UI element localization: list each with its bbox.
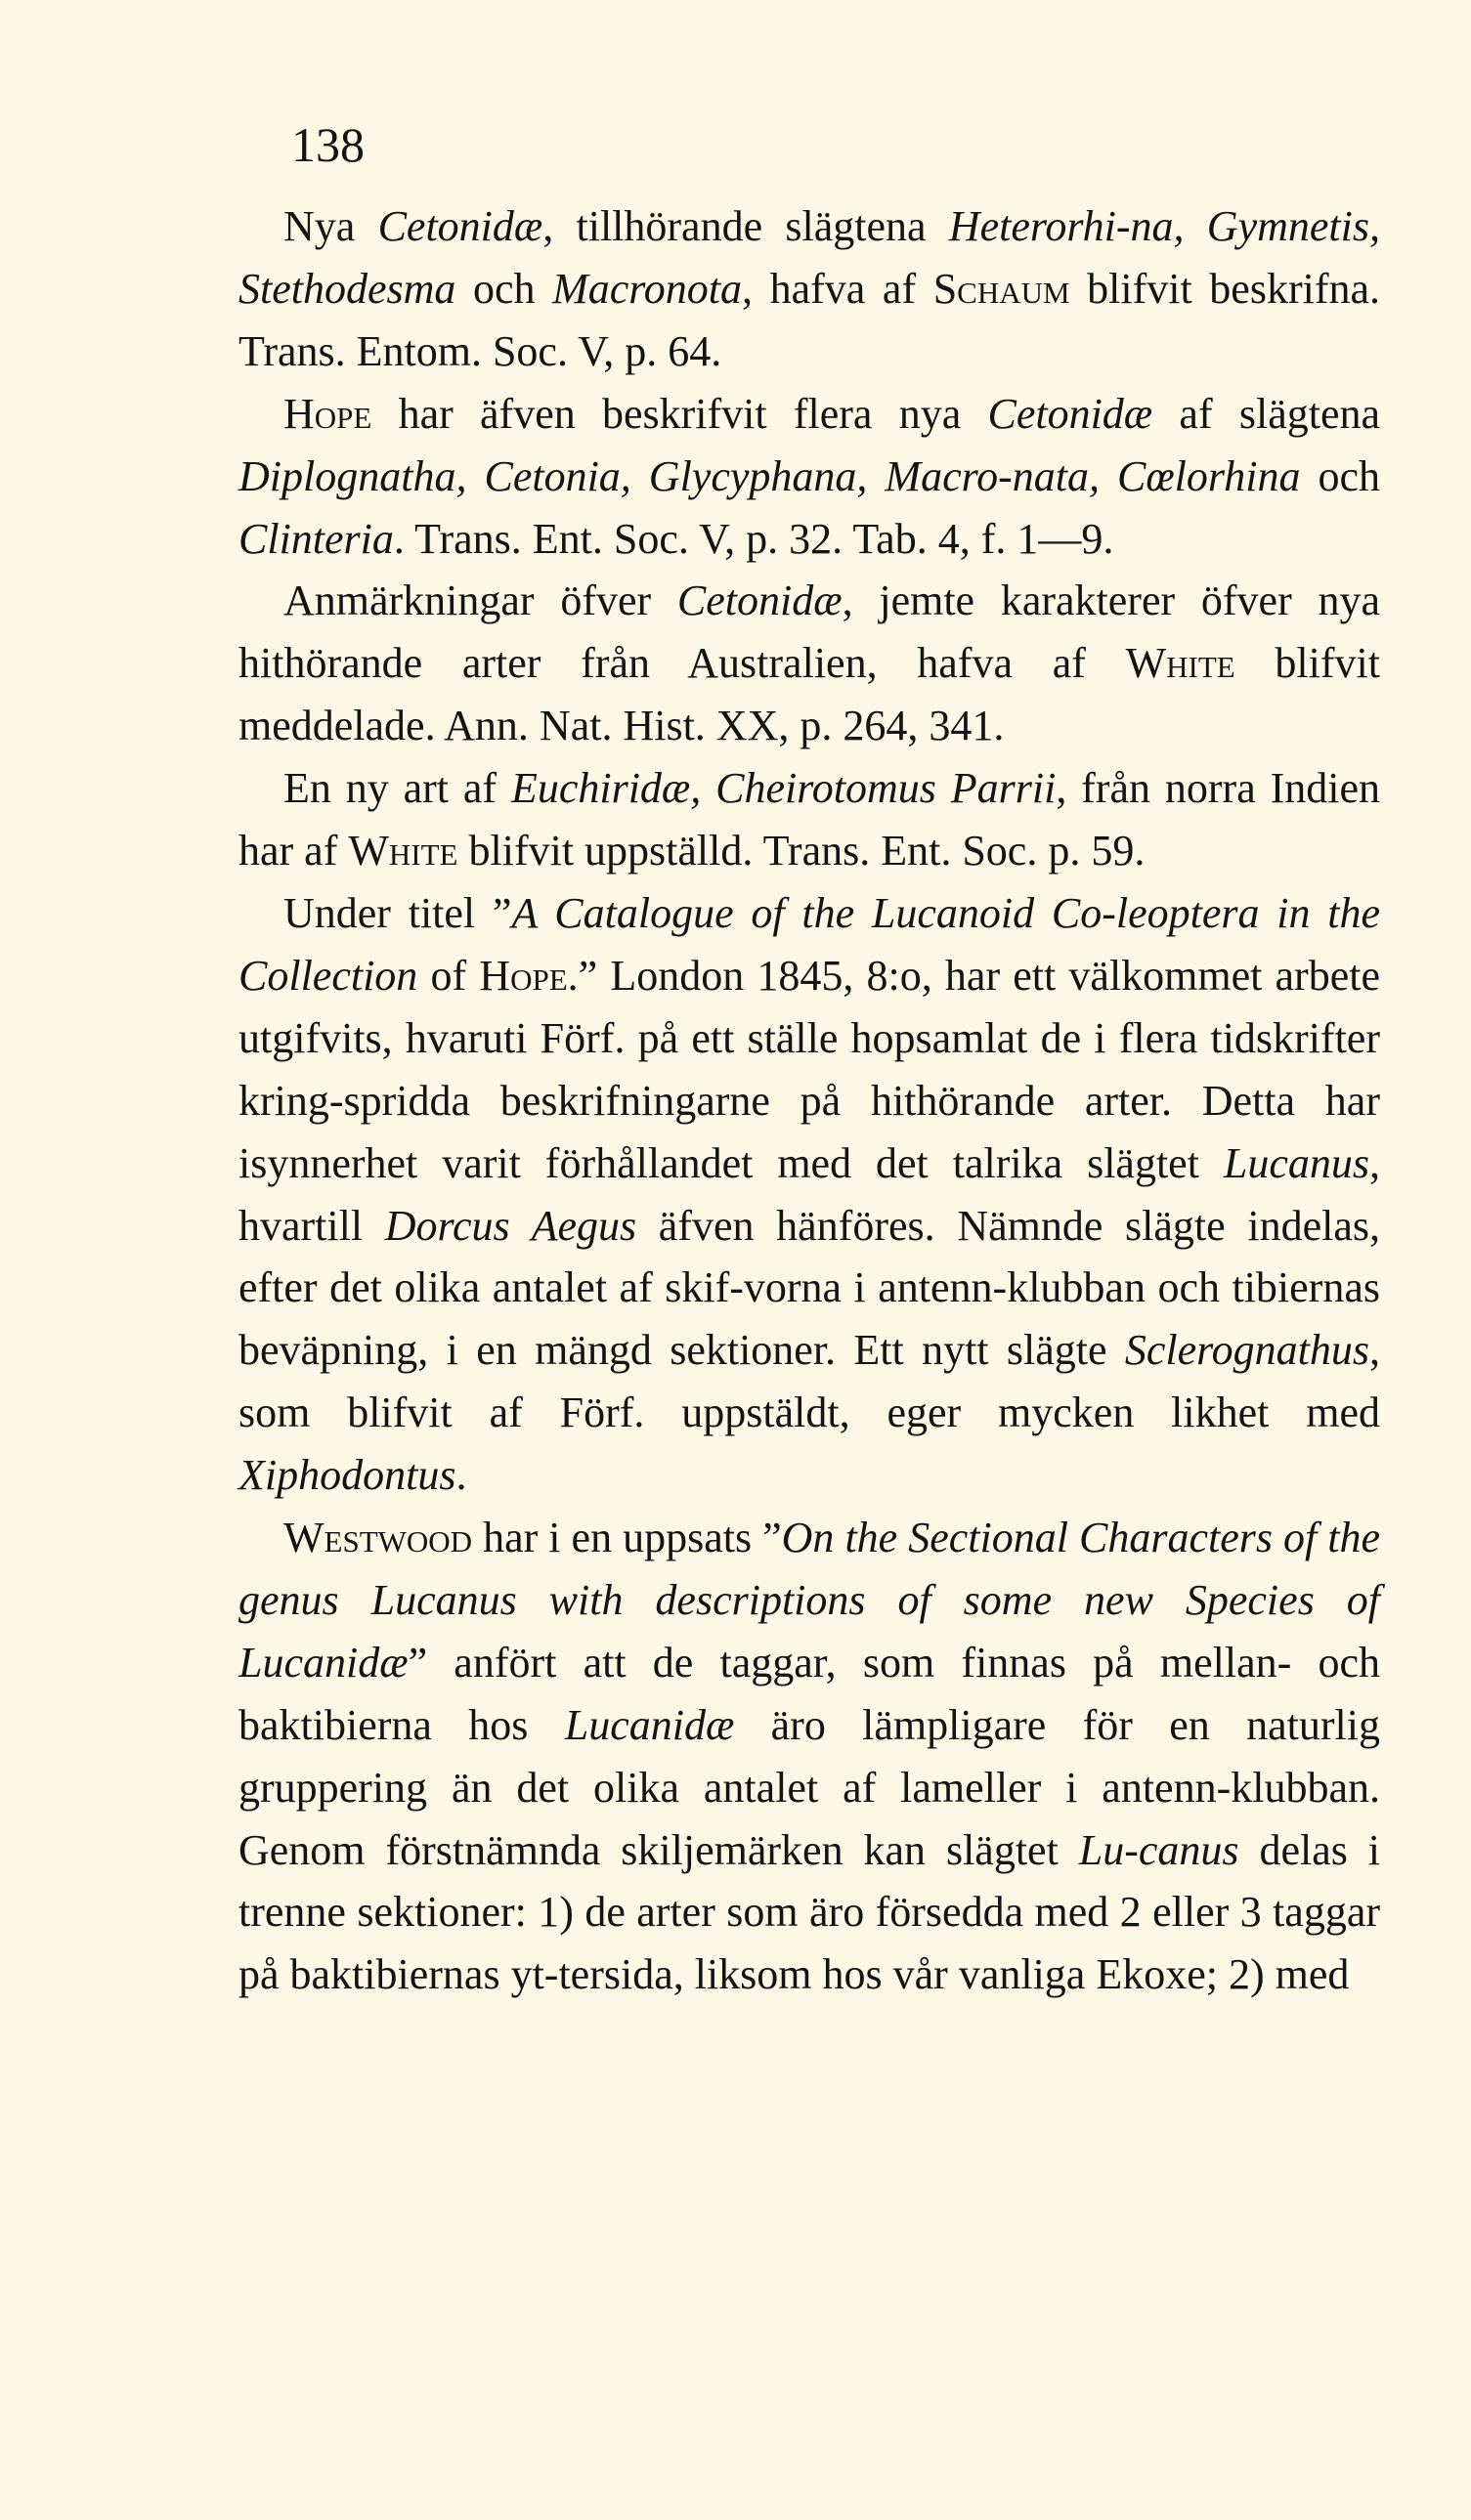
- italic-text: Dorcus Aegus: [384, 1201, 637, 1250]
- text-run: har äfven beskrifvit flera nya: [371, 389, 988, 438]
- text-run: .” London 1845, 8:o, har ett välkommet arbete utgifvits, hvaruti Förf. på ett ställe hopsamlat de i flera tidskrifter kring-spridda beskrifningarne på hithörande arter. Detta har isynnerhet varit förhållandet med det talrika slägtet: [238, 951, 1380, 1187]
- text-run: , från norra Indien har af: [238, 764, 1380, 876]
- text-run: Anmärkningar öfver: [283, 577, 677, 625]
- text-run: af slägtena: [1152, 389, 1381, 438]
- text-run: och: [455, 264, 553, 313]
- text-run: äfven hänföres. Nämnde slägte indelas, efter det olika antalet af skif-vorna i antenn-klubban och tibiernas beväpning, i en mängd sektioner. Ett nytt slägte: [238, 1201, 1380, 1375]
- text-run: har i en uppsats ”: [472, 1514, 782, 1562]
- text-run: blifvit meddelade. Ann. Nat. Hist. XX, p. 264, 341.: [238, 639, 1380, 750]
- text-run: .: [455, 1451, 467, 1500]
- italic-text: Macronota: [552, 264, 743, 313]
- text-run: delas i trenne sektioner: 1) de arter som äro försedda med 2 eller 3 taggar på baktibiernas yt-tersida, liksom hos vår vanliga Ekoxe; 2) med: [238, 1825, 1380, 1999]
- author-name: Westwood: [283, 1514, 473, 1562]
- text-run: blifvit beskrifna. Trans. Entom. Soc. V, p. 64.: [238, 264, 1380, 375]
- paragraph: [238, 1507, 1380, 2006]
- author-name: Hope: [283, 389, 372, 438]
- text-run: äro lämpligare för en naturlig gruppering än det olika antalet af lameller i antenn-klubban. Genom förstnämnda skiljemärken kan slägtet: [238, 1700, 1380, 1874]
- italic-text: Sclerognathus: [1124, 1326, 1369, 1375]
- paragraph: [238, 570, 1380, 757]
- text-run: blifvit uppställd. Trans. Ent. Soc. p. 59.: [457, 827, 1146, 876]
- author-name: White: [1125, 639, 1235, 688]
- italic-text: On the Sectional Characters of the genus Lucanus with descriptions of some new Species of Lucanidæ: [238, 1514, 1380, 1687]
- author-name: Hope: [479, 951, 568, 1000]
- page-number: 138: [291, 117, 365, 172]
- paragraph: [238, 882, 1380, 1507]
- text-run: Under titel ”: [283, 888, 512, 937]
- text-run: ” anfört att de taggar, som finnas på mellan- och baktibierna hos: [238, 1638, 1380, 1749]
- text-run: . Trans. Ent. Soc. V, p. 32. Tab. 4, f. 1—9.: [393, 514, 1114, 563]
- italic-text: Cetonidæ: [987, 389, 1153, 438]
- body-text: [238, 195, 1380, 2006]
- italic-text: Clinteria: [238, 514, 394, 563]
- italic-text: Xiphodontus: [238, 1451, 456, 1500]
- paragraph: [238, 195, 1380, 383]
- text-run: , hafva af: [742, 264, 933, 313]
- italic-text: Cetonidæ: [676, 577, 843, 625]
- italic-text: A Catalogue of the Lucanoid Co-leoptera in the Collection: [238, 888, 1380, 1000]
- text-run: En ny art af: [283, 764, 511, 813]
- author-name: Schaum: [932, 264, 1070, 313]
- italic-text: Lucanidæ: [564, 1700, 735, 1749]
- text-run: , jemte karakterer öfver nya hithörande arter från Australien, hafva af: [238, 577, 1380, 688]
- italic-text: Cetonidæ: [377, 202, 543, 250]
- paragraph: [238, 383, 1380, 571]
- author-name: White: [348, 827, 458, 876]
- text-run: , som blifvit af Förf. uppstäldt, eger mycken likhet med: [238, 1326, 1380, 1437]
- text-run: och: [1300, 451, 1380, 500]
- italic-text: Lucanus: [1223, 1138, 1369, 1187]
- paragraph: [238, 757, 1380, 882]
- text-run: , hvartill: [238, 1138, 1380, 1250]
- italic-text: Diplognatha, Cetonia, Glycyphana, Macro-nata, Cœlorhina: [238, 451, 1301, 500]
- text-run: of: [417, 951, 480, 1000]
- italic-text: Euchiridæ, Cheirotomus Parrii: [510, 764, 1057, 813]
- text-run: , tillhörande slägtena: [542, 202, 949, 250]
- italic-text: Heterorhi-na, Gymnetis, Stethodesma: [238, 202, 1380, 313]
- italic-text: Lu-canus: [1078, 1825, 1239, 1874]
- text-run: Nya: [283, 202, 378, 250]
